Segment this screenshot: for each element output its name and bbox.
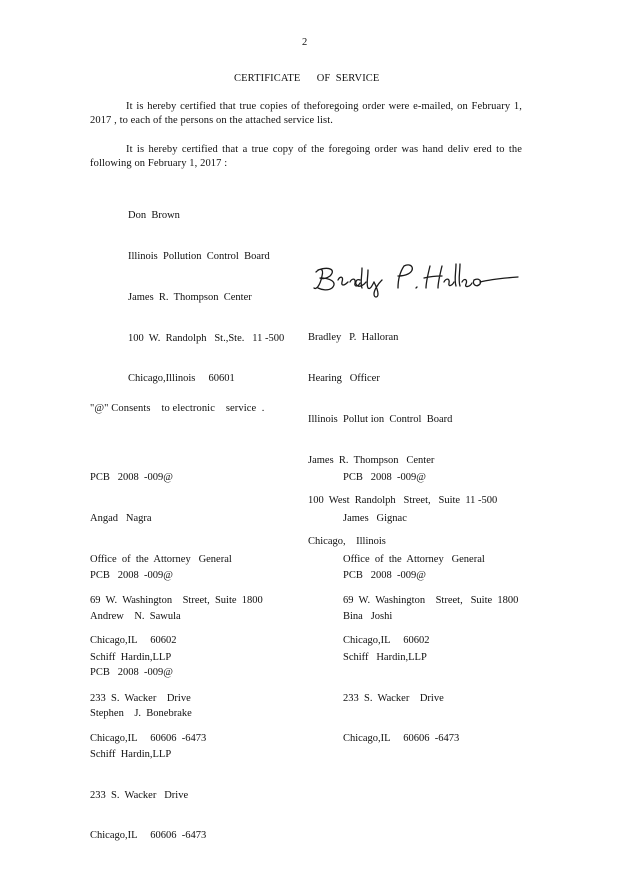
address-line: Schiff Hardin,LLP bbox=[90, 748, 172, 760]
address-line: Chicago,IL 60606 -6473 bbox=[343, 733, 460, 745]
service-list-entry bbox=[343, 542, 459, 773]
electronic-service-note: "@" Consents to electronic service . bbox=[90, 403, 265, 414]
case-number: PCB 2008 -009@ bbox=[343, 570, 426, 582]
case-number: PCB 2008 -009@ bbox=[90, 570, 173, 582]
address-line: Schiff Hardin,LLP bbox=[343, 651, 427, 663]
recipient-name: Angad Nagra bbox=[90, 512, 152, 524]
case-number: PCB 2008 -009@ bbox=[343, 472, 426, 484]
case-number: PCB 2008 -009@ bbox=[90, 472, 173, 484]
address-line: James R. Thompson Center bbox=[308, 454, 435, 466]
address-line: 100 W. Randolph St.,Ste. 11 -500 bbox=[128, 332, 285, 344]
address-line: Don Brown bbox=[128, 210, 180, 222]
recipient-name: Andrew N. Sawula bbox=[90, 610, 181, 622]
address-line: Chicago,Illinois 60601 bbox=[128, 373, 235, 385]
handwritten-signature bbox=[308, 258, 522, 300]
address-line: 233 S. Wacker Drive bbox=[343, 692, 444, 704]
address-line: 100 West Randolph Street, Suite 11 -500 bbox=[308, 495, 498, 507]
address-line: 69 W. Washington Street, Suite 1800 bbox=[343, 594, 519, 606]
page-number: 2 bbox=[302, 37, 308, 48]
recipient-name: James Gignac bbox=[343, 512, 407, 524]
recipient-name: Bina Joshi bbox=[343, 610, 393, 622]
hand-delivery-recipient-address bbox=[128, 182, 284, 413]
address-line: Chicago,IL 60602 bbox=[343, 635, 430, 647]
address-line: Chicago, Illinois bbox=[308, 536, 386, 548]
address-line: Chicago,IL 60602 bbox=[90, 635, 177, 647]
address-line: Schiff Hardin,LLP bbox=[90, 651, 172, 663]
certification-paragraph-email: It is hereby certified that true copies of theforegoing order were e-mailed, on February 1, 2017 , to each of the persons on the attached service list. bbox=[90, 101, 522, 126]
address-line: Illinois Pollution Control Board bbox=[128, 250, 270, 262]
address-line: 69 W. Washington Street, Suite 1800 bbox=[90, 594, 263, 606]
address-line: 233 S. Wacker Drive bbox=[90, 692, 191, 704]
officer-name: Bradley P. Halloran bbox=[308, 332, 399, 344]
officer-title: Hearing Officer bbox=[308, 372, 380, 384]
address-line: James R. Thompson Center bbox=[128, 291, 252, 303]
certification-paragraph-hand-delivery: It is hereby certified that a true copy of the foregoing order was hand deliv ered to the following on February 1, 2017 : bbox=[90, 144, 522, 169]
address-line: Chicago,IL 60606 -6473 bbox=[90, 733, 207, 745]
address-line: Illinois Pollut ion Control Board bbox=[308, 413, 453, 425]
address-line: 233 S. Wacker Drive bbox=[90, 789, 189, 801]
service-list-entry bbox=[90, 639, 206, 870]
address-line: Office of the Attorney General bbox=[343, 553, 485, 565]
recipient-name: Stephen J. Bonebrake bbox=[90, 707, 192, 719]
case-number: PCB 2008 -009@ bbox=[90, 667, 173, 679]
certificate-title: CERTIFICATE OF SERVICE bbox=[234, 73, 380, 84]
address-line: Office of the Attorney General bbox=[90, 553, 232, 565]
address-line: Chicago,IL 60606 -6473 bbox=[90, 830, 207, 842]
